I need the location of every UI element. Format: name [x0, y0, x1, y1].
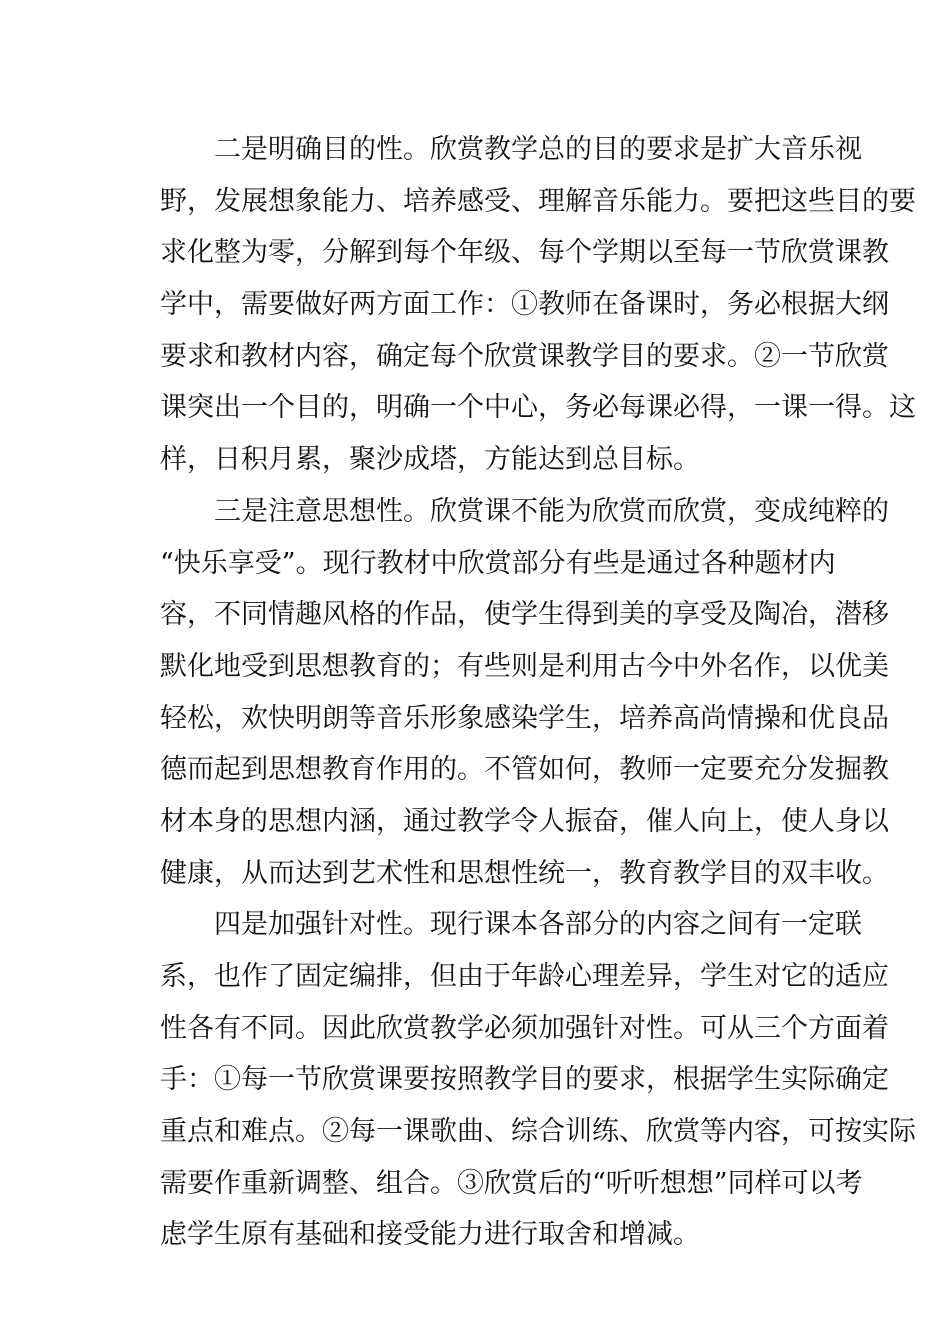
text-line: 德而起到思想教育作用的。不管如何，教师一定要充分发掘教 [160, 754, 889, 786]
text-line: 需要作重新调整、组合。③欣赏后的“听听想想”同样可以考 [160, 1167, 863, 1199]
text-line: 轻松，欢快明朗等音乐形象感染学生，培养高尚情操和优良品 [160, 702, 889, 734]
paragraph-pertinence [160, 899, 916, 1261]
body-text [160, 124, 916, 1261]
text-line: “快乐享受”。现行教材中欣赏部分有些是通过各种题材内 [160, 547, 836, 579]
text-line: 求化整为零，分解到每个年级、每个学期以至每一节欣赏课教 [160, 237, 889, 269]
text-line: 课突出一个目的，明确一个中心，务必每课必得，一课一得。这 [160, 392, 916, 424]
text-line: 性各有不同。因此欣赏教学必须加强针对性。可从三个方面着 [160, 1012, 889, 1044]
text-line: 默化地受到思想教育的；有些则是利用古今中外名作，以优美 [160, 650, 889, 682]
text-line: 要求和教材内容，确定每个欣赏课教学目的要求。②一节欣赏 [160, 340, 889, 372]
text-line: 材本身的思想内涵，通过教学令人振奋，催人向上，使人身以 [160, 805, 889, 837]
text-line: 三是注意思想性。欣赏课不能为欣赏而欣赏，变成纯粹的 [214, 495, 889, 527]
text-line: 重点和难点。②每一课歌曲、综合训练、欣赏等内容，可按实际 [160, 1116, 916, 1148]
text-line: 野，发展想象能力、培养感受、理解音乐能力。要把这些目的要 [160, 185, 916, 217]
text-line: 手：①每一节欣赏课要按照教学目的要求，根据学生实际确定 [160, 1064, 889, 1096]
paragraph-purpose [160, 124, 916, 486]
text-line: 虑学生原有基础和接受能力进行取舍和增减。 [160, 1219, 700, 1251]
text-line: 健康，从而达到艺术性和思想性统一，教育教学目的双丰收。 [160, 857, 889, 889]
text-line: 四是加强针对性。现行课本各部分的内容之间有一定联 [214, 909, 862, 941]
text-line: 学中，需要做好两方面工作：①教师在备课时，务必根据大纲 [160, 289, 889, 321]
paragraph-ideology [160, 486, 889, 900]
text-line: 二是明确目的性。欣赏教学总的目的要求是扩大音乐视 [214, 134, 862, 165]
text-line: 系，也作了固定编排，但由于年龄心理差异，学生对它的适应 [160, 961, 889, 992]
text-line: 样，日积月累，聚沙成塔，方能达到总目标。 [160, 444, 700, 476]
text-line: 容，不同情趣风格的作品，使学生得到美的享受及陶冶，潜移 [160, 599, 889, 631]
